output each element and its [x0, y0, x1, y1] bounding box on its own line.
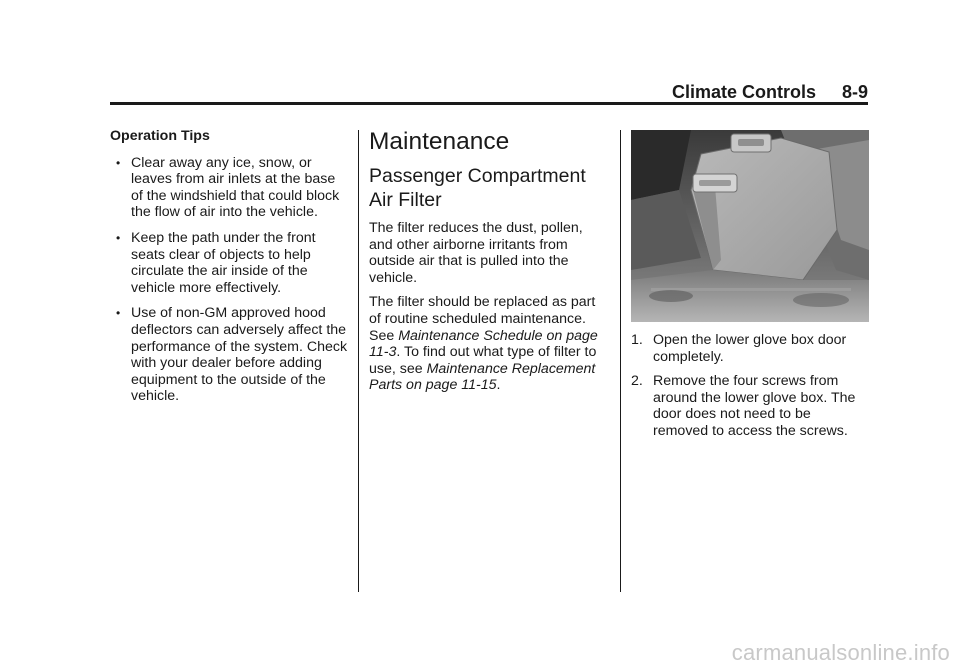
glove-box-photo [631, 130, 869, 322]
bullet-text: Clear away any ice, snow, or leaves from air inlets at the base of the windshield that could block the flow of air into the vehicle. [131, 154, 340, 221]
bullet-item [110, 155, 350, 221]
bullet-icon: • [116, 306, 121, 321]
bullet-item [110, 230, 350, 296]
filter-description: The filter reduces the dust, pollen, and other airborne irritants from outside air that is pulled into the vehicle. [369, 220, 583, 286]
bullet-icon: • [116, 230, 121, 245]
air-filter-heading: Passenger Compartment Air Filter [369, 165, 586, 211]
maintenance-heading: Maintenance [369, 128, 510, 155]
page-number: 8-9 [841, 82, 868, 102]
column-divider-1 [358, 130, 359, 592]
column-1 [110, 128, 350, 414]
column-3 [631, 128, 869, 448]
page-header [110, 82, 868, 104]
step-text: Open the lower glove box door completely. [653, 332, 847, 365]
step-item [631, 332, 869, 365]
maintenance-schedule-link[interactable]: Maintenance Schedule on page 11-3 [369, 327, 598, 361]
step-number: 2. [631, 373, 643, 390]
section-title: Climate Controls [671, 82, 816, 102]
column-divider-2 [620, 130, 621, 592]
filter-replacement-paragraph: The filter should be replaced as part of routine scheduled maintenance. See Maintenance Schedule on page 11-3. To find out what type of filter to use, see Maintenance Replacement Parts on page 11-15. [369, 294, 598, 394]
operation-tips-heading: Operation Tips [110, 128, 210, 144]
header-rule [110, 102, 868, 105]
column-2 [369, 128, 609, 402]
bullet-text: Use of non-GM approved hood deflectors can adversely affect the performance of the system. Check with your dealer before adding equipment to the outside of the vehicle. [131, 305, 348, 405]
replacement-parts-link[interactable]: Maintenance Replacement Parts on page 11-15 [369, 360, 596, 394]
step-item [631, 373, 869, 439]
watermark: carmanualsonline.info [731, 640, 950, 665]
step-text: Remove the four screws from around the lower glove box. The door does not need to be removed to access the screws. [653, 373, 856, 439]
bullet-item [110, 305, 350, 405]
bullet-icon: • [116, 155, 121, 170]
step-number: 1. [631, 332, 643, 348]
glove-box-illustration [631, 130, 869, 322]
bullet-text: Keep the path under the front seats clear of objects to help circulate the air inside of the vehicle more effectively. [131, 229, 316, 296]
